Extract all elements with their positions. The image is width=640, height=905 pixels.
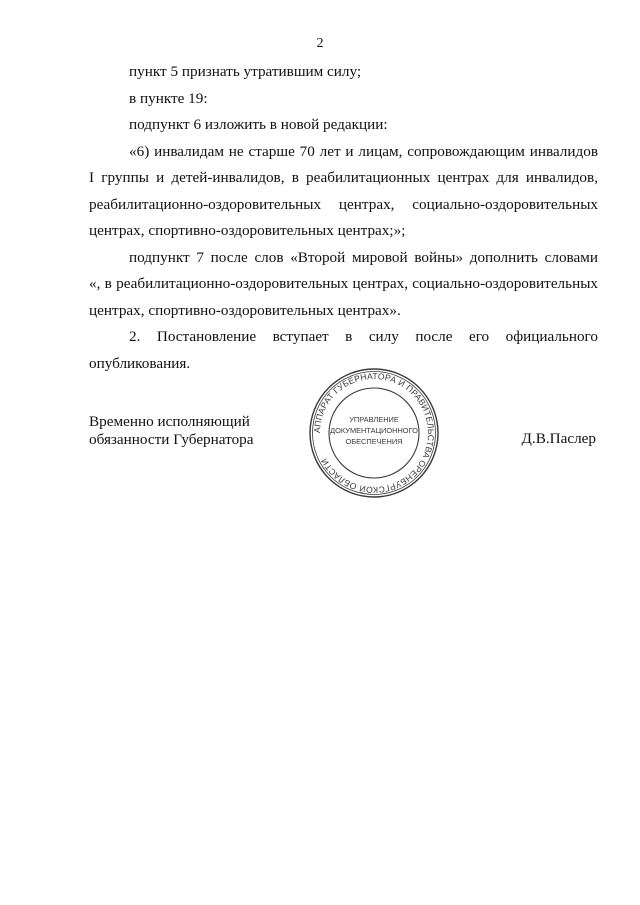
text-line: опубликования.	[89, 354, 191, 372]
paragraph-subitem6-intro: подпункт 6 изложить в новой редакции:	[129, 116, 388, 133]
signatory-position-line2: обязанности Губернатора	[89, 431, 254, 448]
document-body	[89, 59, 598, 377]
text-line: реабилитационно-оздоровительных центрах, социально-оздоровительных	[89, 195, 598, 213]
signatory-position-line1: Временно исполняющий	[89, 413, 250, 430]
page-number: 2	[316, 36, 324, 51]
text-line: подпункт 7 после слов «Второй мировой войны» дополнить словами	[129, 248, 598, 266]
signatory-name: Д.В.Паслер	[521, 430, 596, 447]
paragraph-item5: пункт 5 признать утратившим силу;	[129, 63, 362, 80]
stamp-center-line3: ОБЕСПЕЧЕНИЯ	[345, 437, 403, 446]
stamp-center-line1: УПРАВЛЕНИЕ	[349, 415, 399, 424]
text-line: «, в реабилитационно-оздоровительных центрах, социально-оздоровительных	[89, 275, 598, 292]
signatory-position	[89, 413, 254, 449]
text-line: 2. Постановление вступает в силу после его официального	[129, 328, 598, 345]
text-line: I группы и детей-инвалидов, в реабилитационных центрах для инвалидов,	[89, 169, 598, 186]
paragraph-subitem7	[89, 245, 598, 325]
text-line: «6) инвалидам не старше 70 лет и лицам, сопровождающим инвалидов	[129, 142, 598, 160]
paragraph-item19: в пункте 19:	[129, 89, 208, 107]
stamp-ring-textpath: АППАРАТ ГУБЕРНАТОРА И ПРАВИТЕЛЬСТВА ОРЕНБУРГСКОЙ ОБЛАСТИ	[311, 370, 437, 496]
text-line: центрах, спортивно-оздоровительных центрах».	[89, 301, 401, 319]
paragraph-subitem6-text	[89, 139, 598, 245]
stamp-center-line2: ДОКУМЕНТАЦИОННОГО	[330, 426, 418, 435]
official-stamp	[307, 366, 441, 500]
text-line: центрах, спортивно-оздоровительных центрах;»;	[89, 222, 406, 239]
